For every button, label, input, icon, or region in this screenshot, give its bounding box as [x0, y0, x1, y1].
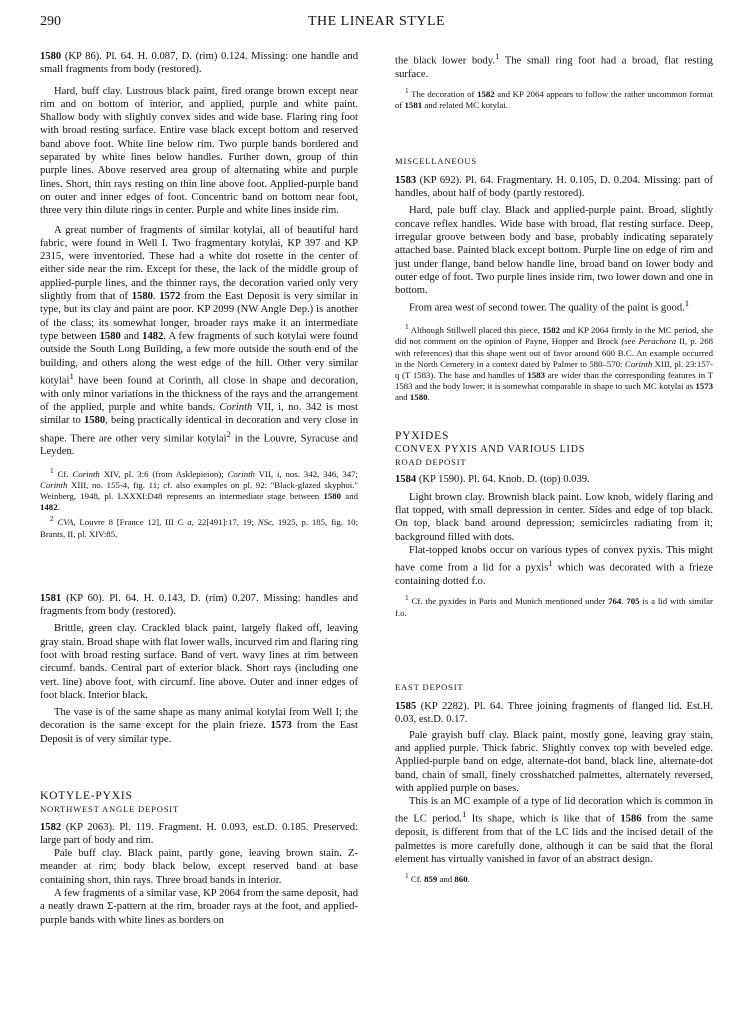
footnote-2: $^2$ CVA, Louvre 8 [France 12], III C a, 22[491]:17, 19; NSc, 1925, p. 185, fig. 10; Brants, II, pl. XIV:85. [40, 514, 358, 539]
entry-1585-discussion: This is an MC example of a type of lid decoration which is common in the LC period.$^1$ Its shape, which is like that of 1586 from the same deposit, is different from that of the LC lids and the incised detail of the palmettes is more carefully done, although it can be said that the floral element has virtually vanished in favor of an abstract design. [395, 796, 713, 865]
entry-1582-discussion: A few fragments of a similar vase, KP 2064 from the same deposit, had a neatly drawn Σ-pattern at the rim, broader rays at the foot, and applied-purple bands with white lines as borders on [40, 888, 358, 926]
entry-1582-continuation: the black lower body.$^1$ The small ring foot had a broad, flat resting surface. [395, 51, 713, 80]
right-column [395, 50, 713, 885]
subheading-road-deposit: ROAD DEPOSIT [395, 457, 467, 468]
entry-1585-heading: 1585 (KP 2282). Pl. 64. Three joining fragments of flanged lid. Est.H. 0.03, est.D. 0.17. [395, 701, 713, 726]
entry-1584-discussion: Flat-topped knobs occur on various types of convex pyxis. This might have come from a lid for a pyxis$^1$ which was decorated with a frieze containing dotted f.o. [395, 544, 713, 588]
running-head: THE LINEAR STYLE [307, 14, 446, 29]
catalog-number: 1581 [40, 592, 62, 604]
entry-1580-description: Hard, buff clay. Lustrous black paint, fired orange brown except near rim and on bottom of interior, and applied, purple and white paint. Shallow body with slightly convex sides and wide base. Flaring ring foot with broad resting surface. Entire vase black except bottom and reserved band above foot. White line below rim. Two purple bands bordered and separated by white lines below handles. Further down, group of thin purple lines. Above reserved area group of alternating white and purple lines. Short, thin rays resting on thin line above foot. Applied-purple band on outer and inner edges of foot. Concentric band on bottom near foot, three very thin dilute rings in center. Purple and white lines inside rim. [40, 85, 358, 217]
entry-1582-heading: 1582 (KP 2063). Pl. 119. Fragment. H. 0.093, est.D. 0.185. Preserved: large part of body and rim. [40, 821, 358, 846]
footnote-1582: $^1$ The decoration of 1582 and KP 2064 appears to follow the rather uncommon format of 1581 and related MC kotylai. [395, 86, 713, 111]
entry-1584-description: Light brown clay. Brownish black paint. Low knob, widely flaring and flat topped, with small depression in center. Sides and edge of top black. On top, black band around depression; semicircles radiating from it; background filled with dots. [395, 491, 713, 543]
footnote-marker: 1 [461, 809, 467, 820]
footnote-1584: $^1$ Cf. the pyxides in Paris and Munich mentioned under 764. 705 is a lid with similar f.o. [395, 593, 713, 618]
page-header [40, 14, 713, 36]
subheading-convex-pyxis: CONVEX PYXIS AND VARIOUS LIDS [395, 443, 586, 455]
footnote-1: $^1$ Cf. Corinth XIV, pl. 3:6 (from Asklepieion); Corinth VII, i, nos. 342, 346, 347; Corinth XIII, no. 155-4, fig. 11; cf. also examples on pl. 92: "Black-glazed skyphoi." Weinberg, 1948, pl. LXXXI:D48 represents an intermediate stage between 1580 and 1482. [40, 465, 358, 513]
footnote-1583: $^1$ Although Stillwell placed this piece, 1582 and KP 2064 firmly in the MC period, she did not comment on the opinion of Payne, Hopper and Brock (see Perachora II, p. 268 with references) that this shape went out of favor around 600 B.C. An example occurred in the North Cemetery in a context dated by Palmer to 580–570: Corinth XIII, pl. 23:157-q (T 1583). The base and handles of 1583 are wider than the corresponding features in T 1583 and the body lower; it is somewhat comparable in shape to such MC kotylai as 1573 and 1580. [395, 322, 713, 403]
entry-1581-discussion: The vase is of the same shape as many animal kotylai from Well I; the decoration is the same except for the plain frieze. 1573 from the East Deposit is of very similar type. [40, 707, 358, 745]
entry-1583-description: Hard, pale buff clay. Black and applied-purple paint. Broad, slightly concave reflex handles. Wide base with broad, flat resting surface. Deep, irregular groove between body and base, probably indicating separately attached base. Painted black except bottom. Purple line on edge of rim and just under flange, band below handle line, broad band on lower body and outer edge of foot. Two purple lines inside rim, two lower down and one in bottom. [395, 205, 713, 297]
footnote-marker: 1 [69, 370, 74, 381]
footnote-marker: 2 [226, 428, 231, 439]
section-heading-kotyle-pyxis: KOTYLE-PYXIS [40, 790, 133, 802]
footnote-marker: 1 [548, 558, 553, 569]
entry-1581-description: Brittle, green clay. Crackled black paint, largely flaked off, leaving gray stain. Broad shape with flat lower walls, incurved rim and flaring ring foot with broad resting surface. Band of vert. wavy lines at rim between circumf. bands. Central part of exterior black. Short rays (including one vert. line) above foot, with circumf. line above. Outer and inner edges of foot black. Interior black. [40, 623, 358, 701]
catalog-number: 1582 [40, 821, 62, 833]
entry-1583-heading: 1583 (KP 692). Pl. 64. Fragmentary. H. 0.105, D. 0.204. Missing: part of handles, about half of body (partly restored). [395, 174, 713, 200]
page-number: 290 [40, 14, 61, 29]
catalog-number: 1584 [395, 474, 417, 486]
catalog-number: 1585 [395, 701, 417, 713]
subheading-east-deposit: EAST DEPOSIT [395, 681, 464, 692]
entry-1583-discussion: From area west of second tower. The quality of the paint is good.$^1$ [409, 298, 690, 314]
section-heading-pyxides: PYXIDES [395, 429, 450, 442]
footnote-marker: 1 [684, 298, 690, 309]
entry-1581-heading: 1581 (KP 60). Pl. 64. H. 0.143, D. (rim) 0.207. Missing: handles and fragments from body (restored). [40, 592, 358, 618]
footnote-1585: $^1$ Cf. 859 and 860. [405, 871, 470, 885]
subheading-miscellaneous: MISCELLANEOUS [395, 156, 478, 167]
entry-1582-description: Pale buff clay. Black paint, partly gone, leaving brown stain. Z-meander at rim; body black below, except reserved band at base containing short, thin rays. Three broad bands in interior. [40, 848, 358, 886]
left-column [40, 50, 358, 927]
subheading-northwest-angle-deposit: NORTHWEST ANGLE DEPOSIT [40, 804, 179, 815]
catalog-number: 1583 [395, 174, 417, 186]
catalog-number: 1580 [40, 51, 62, 62]
entry-1580-heading: 1580 (KP 86). Pl. 64. H. 0.087, D. (rim) 0.124. Missing: one handle and small fragments from body (restored). [40, 51, 358, 76]
entry-1580-discussion: A great number of fragments of similar kotylai, all of beautiful hard fabric, were found in Well I. Two fragmentary kotylai, KP 397 and KP 2315, were inventoried. These had a white dot rosette in the center of either side near the rim. Except for these, the lack of the middle group of applied-purple lines, and the thinner rays, the decoration varied only very slightly from that of 1580. 1572 from the East Deposit is very similar in type, but its clay and paint are poor. KP 2099 (NW Angle Dep.) is another of the class; its somewhat longer, broader rays make it an intermediate type between 1580 and 1482. A few fragments of such kotylai were found outside the South Long Building, a few more outside the south end of the building, and others along the west edge of the hill. Other very similar kotylai$^1$ have been found at Corinth, all close in shape and decoration, with only minor variations in the thickness of the rays and the arrangement of the applied, purple and white bands. Corinth VII, i, no. 342 is most similar to 1580, being practically identical in decoration and very close in shape. There are other very similar kotylai$^2$ in the Louvre, Syracuse and Leyden. [40, 224, 359, 458]
footnote-marker: 1 [494, 51, 500, 61]
entry-1585-description: Pale grayish buff clay. Black paint, mostly gone, leaving gray stain, and applied purple. Thick fabric. Slightly convex top with beveled edge. Applied-purple band on edge, alternate-dot band, black line, alternate-dot band, chain of small, finely crosshatched palmettes, alternately reversed, with applied purple on bases. [395, 729, 713, 794]
entry-1584-heading: 1584 (KP 1590). Pl. 64. Knob. D. (top) 0.039. [395, 474, 590, 486]
